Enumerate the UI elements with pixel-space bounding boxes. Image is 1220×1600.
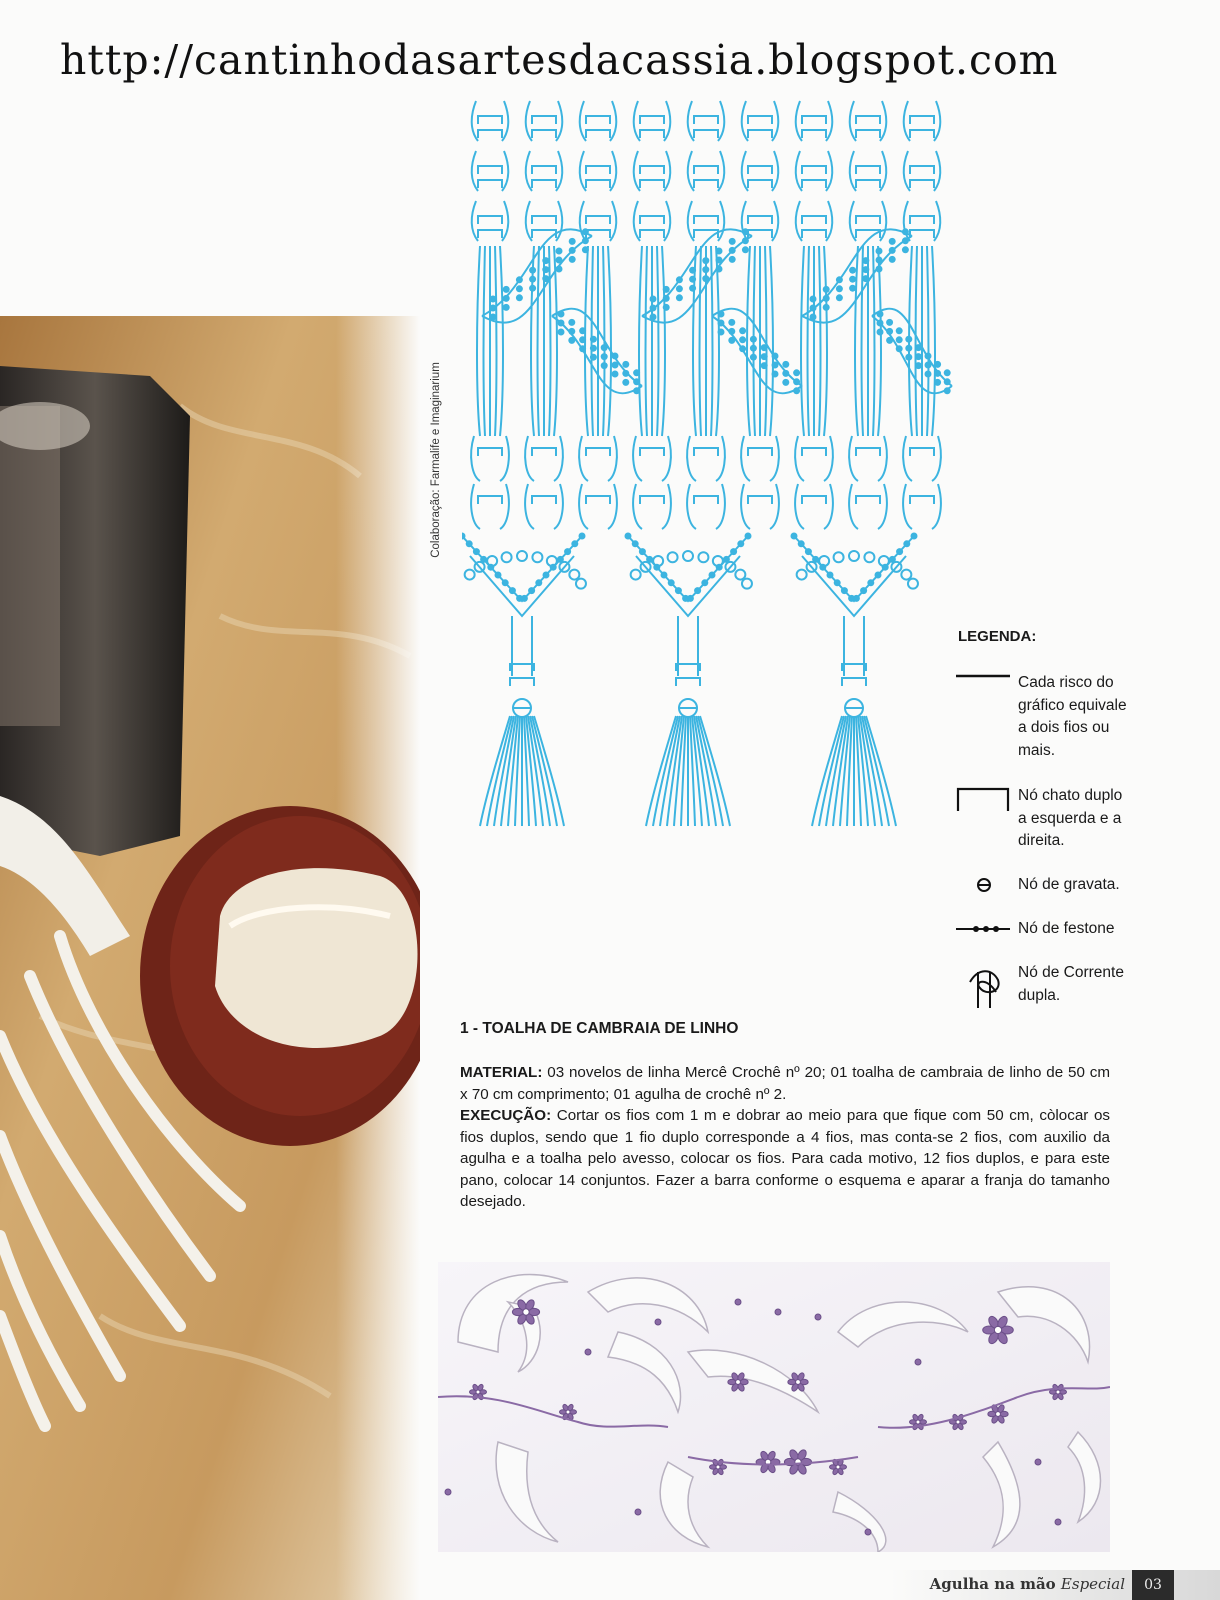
embroidery-pattern [438,1262,1110,1552]
double-chain-knot-icon [956,962,1014,1012]
page-number: 03 [1132,1570,1174,1600]
material-label: MATERIAL: [460,1064,543,1081]
flat-knot-icon [956,785,1014,813]
article-body [460,1062,1110,1213]
magazine-title: Agulha na mão Especial [929,1575,1125,1593]
page-footer [890,1570,1220,1600]
material-text: 03 novelos de linha Mercê Crochê nº 20; 01 toalha de cambraia de linho de 50 cm x 70 cm comprimento; 01 agulha de crochê nº 2. [460,1064,1110,1103]
line-icon [956,672,1014,692]
product-photo [0,316,420,1600]
legend-title: LEGENDA: [958,628,1037,645]
execucao-label: EXECUÇÃO: [460,1107,552,1124]
festoon-knot-icon [956,918,1014,940]
article-title: 1 - TOALHA DE CAMBRAIA DE LINHO [460,1020,739,1037]
tie-knot-icon [956,874,1014,896]
photo-credit: Colaboração: Farmalife e Imaginarium [430,362,442,558]
macrame-diagram [462,96,962,846]
execucao-text: Cortar os fios com 1 m e dobrar ao meio para que fique com 50 cm, còlocar os fios duplos, sendo que 1 fio duplo corresponde a 4 fios, mas conta-se 2 fios, com auxilio da agulha e a toalha pelo avesso, colocar os fios. Para cada motivo, 12 fios duplos, e para este pano, colocar 14 conjuntos. Fazer a barra conforme o esquema e aparar a franja do tamanho desejado. [460,1107,1110,1210]
blog-url: http://cantinhodasartesdacassia.blogspot.com [60,36,1059,84]
